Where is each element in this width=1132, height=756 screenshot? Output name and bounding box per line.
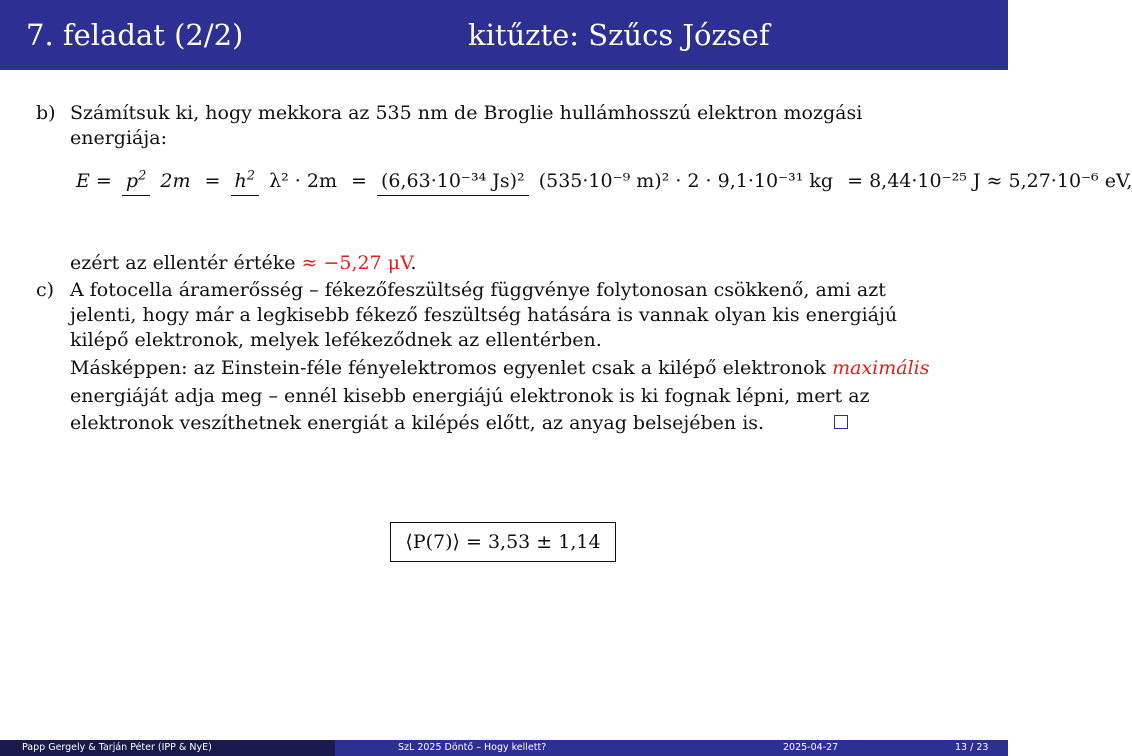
part-b-line-1: Számítsuk ki, hogy mekkora az 535 nm de Broglie hullámhosszú elektron mozgási	[70, 102, 863, 124]
fraction-h2-lambda	[231, 169, 341, 193]
part-b-line-2: energiája:	[70, 127, 167, 149]
conclusion-value: ≈ −5,27 μV	[301, 252, 411, 274]
part-c-line-1: A fotocella áramerősség – fékezőfeszültség függvénye folytonosan csökkenő, ami azt	[70, 279, 886, 301]
conclusion-text: ezért az ellentér értéke	[70, 252, 296, 274]
footer-event: SzL 2025 Döntő – Hogy kellett?	[398, 742, 547, 753]
part-c-label: c)	[36, 279, 55, 301]
part-c-line-6: elektronok veszíthetnek energiát a kilépés előtt, az anyag belsejében is.	[70, 412, 765, 434]
slide-author: kitűzte: Szűcs József	[468, 18, 770, 52]
footer-date: 2025-04-27	[783, 742, 839, 753]
slide-title: 7. feladat (2/2)	[26, 18, 244, 52]
part-c-line-4	[70, 356, 930, 380]
fraction-numeric	[377, 169, 837, 193]
part-c-line-3: kilépő elektronok, melyek lefékeződnek az ellentérben.	[70, 329, 602, 351]
emphasis-maximalis: maximális	[832, 357, 930, 379]
score-result-box: ⟨P(7)⟩ = 3,53 ± 1,14	[390, 522, 616, 562]
f2-num-sup: 2	[246, 168, 256, 184]
eq-sign-3: =	[351, 170, 367, 192]
conclusion-end: .	[410, 252, 417, 274]
eq-lhs: E =	[76, 170, 112, 192]
f1-num-sup: 2	[138, 168, 147, 184]
eq-rhs: = 8,44·10⁻²⁵ J ≈ 5,27·10⁻⁶ eV,	[847, 170, 1132, 192]
f3-den: (535·10⁻⁹ m)² · 2 · 9,1·10⁻³¹ kg	[538, 170, 834, 192]
part-b-label: b)	[36, 102, 56, 124]
fraction-p2-2m	[122, 169, 195, 193]
f3-num: (6,63·10⁻³⁴ Js)²	[377, 170, 529, 196]
footer-authors: Papp Gergely & Tarján Péter (IPP & NyE)	[22, 742, 212, 753]
f2-den: λ² · 2m	[269, 170, 337, 192]
slide-footer	[0, 740, 1008, 756]
part-b-conclusion	[70, 251, 417, 275]
f1-den: 2m	[160, 170, 191, 192]
part-c-line-5: energiáját adja meg – ennél kisebb energiájú elektronok is ki fognak lépni, mert az	[70, 385, 870, 407]
f1-num: p	[125, 170, 139, 192]
footer-page-number: 13 / 23	[955, 742, 989, 753]
line-4-text: Másképpen: az Einstein-féle fényelektromos egyenlet csak a kilépő elektronok	[70, 357, 827, 379]
f2-num: h	[234, 170, 247, 192]
eq-sign-2: =	[204, 170, 221, 192]
part-c-line-2: jelenti, hogy már a legkisebb fékező feszültség hatására is vannak olyan kis energiájú	[70, 304, 898, 326]
qed-square-icon	[834, 415, 848, 429]
energy-equation	[76, 168, 1132, 228]
